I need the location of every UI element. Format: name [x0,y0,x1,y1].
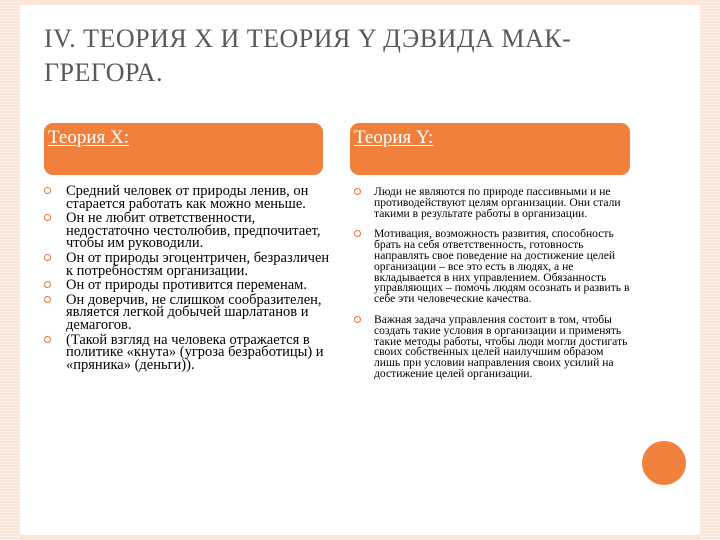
list-item [42,279,332,292]
list-item [42,185,332,210]
list-item-text: Он доверчив, не слишком сообразителен, является легкой добычей шарлатанов и демагогов. [66,291,322,333]
top-decorative-border [20,0,700,5]
slide-title-line-1: IV. ТЕОРИЯ X И ТЕОРИЯ Y ДЭВИДА МАК- [44,24,572,53]
list-item-text: Средний человек от природы ленив, он старается работать как можно меньше. [66,183,309,212]
list-item-text: (Такой взгляд на человека отражается в политике «кнута» (угроза безработицы) и «пряника» (деньги)). [66,331,324,373]
bullet-icon [354,230,361,237]
slide-title [44,22,644,90]
list-item [352,229,630,305]
bullet-icon [44,336,51,343]
bullet-icon [44,187,51,194]
list-item [42,291,332,333]
list-item-text: Важная задача управления состоит в том, чтобы создать такие условия в организации и применять такие методы работы, чтобы люди могли достигать своих собственных целей наилучшим образом лишь при условии направления своих усилий на достижение целей организации. [374,312,628,380]
theory-x-list [42,185,332,373]
theory-y-header [350,123,630,175]
bullet-icon [354,188,361,195]
bullet-icon [354,316,361,323]
left-decorative-border [0,0,20,540]
list-item [352,312,630,380]
list-item [42,212,332,250]
right-decorative-border [700,0,720,540]
slide-title-line-2: ГРЕГОРА. [44,58,163,87]
list-item-text: Он от природы противится переменам. [66,277,307,294]
decorative-circle [642,441,686,485]
list-item [42,249,332,279]
theory-y-header-label: Теория Y: [354,127,434,148]
theory-x-header [44,123,323,175]
bullet-icon [44,254,51,261]
bullet-icon [44,214,51,221]
list-item-text: Люди не являются по природе пассивными и не противодействуют целям организации. Они стали такими в результате работы в организации. [374,185,621,220]
list-item [42,331,332,373]
list-item-text: Он не любит ответственности, недостаточно честолюбив, предпочитает, чтобы им руководили. [66,210,321,252]
bottom-decorative-border [20,535,700,540]
list-item [352,187,630,219]
bullet-icon [44,281,51,288]
list-item-text: Мотивация, возможность развития, способность брать на себя ответственность, готовность направлять свое поведение на достижение целей организации – все это есть в людях, а не вкладывается в них управлением. Обязанность управляющих – помочь людям осознать и развить в себе эти человеческие качества. [374,227,630,306]
theory-x-header-label: Теория X: [48,127,129,148]
theory-y-list [352,187,630,390]
bullet-icon [44,296,51,303]
list-item-text: Он от природы эгоцентричен, безразличен к потребностям организации. [66,249,330,279]
